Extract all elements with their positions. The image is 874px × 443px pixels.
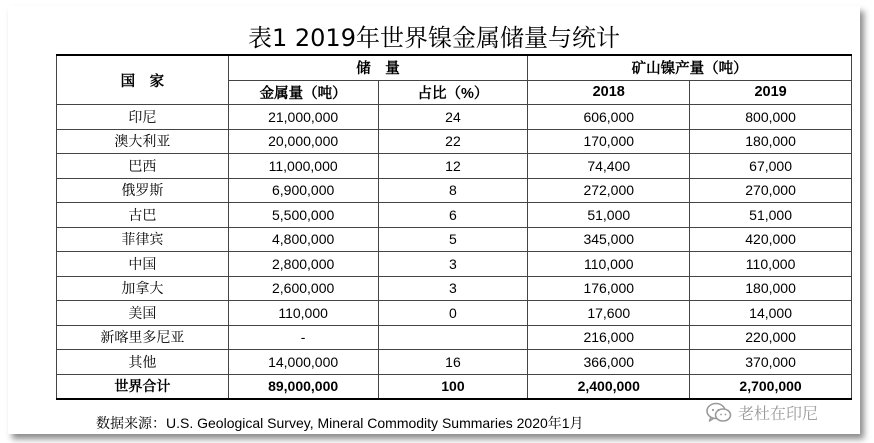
source-note: 数据来源：U.S. Geological Survey, Mineral Commodity Summaries 2020年1月 [96,415,584,431]
header-row-1 [57,55,852,80]
total-metal: 89,000,000 [228,374,378,399]
cell-country: 美国 [57,301,229,326]
cell-country: 澳大利亚 [57,129,229,154]
cell-share: 0 [378,301,528,326]
table-row [57,252,852,277]
table-row [57,227,852,252]
cell-share: 6 [378,203,528,228]
cell-share: 3 [378,252,528,277]
table-row [57,301,852,326]
total-production-2018: 2,400,000 [528,374,690,399]
cell-metal: 20,000,000 [228,129,378,154]
cell-country: 中国 [57,252,229,277]
cell-production-2019: 180,000 [690,276,852,301]
cell-production-2018: 110,000 [528,252,690,277]
table-row [57,154,852,179]
total-label: 世界合计 [57,374,229,399]
watermark [706,401,818,424]
cell-metal: - [228,325,378,350]
cell-production-2018: 216,000 [528,325,690,350]
cell-share: 5 [378,227,528,252]
cell-share: 24 [378,105,528,130]
header-reserves: 储 量 [228,55,528,80]
watermark-text: 老杜在印尼 [738,404,819,423]
document-card [8,6,860,434]
total-share: 100 [378,374,528,399]
header-mine-production: 矿山镍产量（吨） [528,55,852,80]
cell-share: 8 [378,178,528,203]
wechat-icon [706,402,732,424]
cell-production-2019: 67,000 [690,154,852,179]
cell-metal: 2,800,000 [228,252,378,277]
cell-metal: 21,000,000 [228,105,378,130]
header-country: 国 家 [57,55,229,105]
cell-metal: 110,000 [228,301,378,326]
cell-share: 22 [378,129,528,154]
cell-metal: 11,000,000 [228,154,378,179]
cell-production-2018: 17,600 [528,301,690,326]
table-row [57,325,852,350]
cell-metal: 2,600,000 [228,276,378,301]
cell-production-2019: 420,000 [690,227,852,252]
cell-production-2019: 220,000 [690,325,852,350]
cell-production-2018: 170,000 [528,129,690,154]
cell-country: 新喀里多尼亚 [57,325,229,350]
cell-production-2019: 270,000 [690,178,852,203]
cell-share: 12 [378,154,528,179]
table-row [57,276,852,301]
cell-production-2018: 176,000 [528,276,690,301]
cell-country: 印尼 [57,105,229,130]
cell-metal: 14,000,000 [228,350,378,375]
table-row [57,129,852,154]
cell-country: 巴西 [57,154,229,179]
nickel-reserves-table [56,54,852,400]
cell-country: 古巴 [57,203,229,228]
header-reserves-metal: 金属量（吨） [228,80,378,105]
cell-production-2018: 51,000 [528,203,690,228]
cell-metal: 5,500,000 [228,203,378,228]
total-row [57,374,852,399]
cell-share: 3 [378,276,528,301]
cell-country: 其他 [57,350,229,375]
table-row [57,105,852,130]
cell-production-2019: 180,000 [690,129,852,154]
cell-share [378,325,528,350]
cell-production-2019: 110,000 [690,252,852,277]
cell-production-2018: 366,000 [528,350,690,375]
cell-share: 16 [378,350,528,375]
table-row [57,178,852,203]
cell-country: 菲律宾 [57,227,229,252]
cell-production-2019: 14,000 [690,301,852,326]
header-year-2018: 2018 [528,80,690,105]
table-row [57,203,852,228]
cell-metal: 4,800,000 [228,227,378,252]
cell-production-2018: 272,000 [528,178,690,203]
cell-production-2019: 800,000 [690,105,852,130]
table-row [57,350,852,375]
table-title: 表1 2019年世界镍金属储量与统计 [248,24,620,52]
cell-country: 俄罗斯 [57,178,229,203]
header-reserves-share: 占比（%） [378,80,528,105]
cell-production-2019: 51,000 [690,203,852,228]
header-year-2019: 2019 [690,80,852,105]
cell-metal: 6,900,000 [228,178,378,203]
cell-country: 加拿大 [57,276,229,301]
cell-production-2018: 345,000 [528,227,690,252]
total-production-2019: 2,700,000 [690,374,852,399]
cell-production-2018: 74,400 [528,154,690,179]
cell-production-2019: 370,000 [690,350,852,375]
cell-production-2018: 606,000 [528,105,690,130]
